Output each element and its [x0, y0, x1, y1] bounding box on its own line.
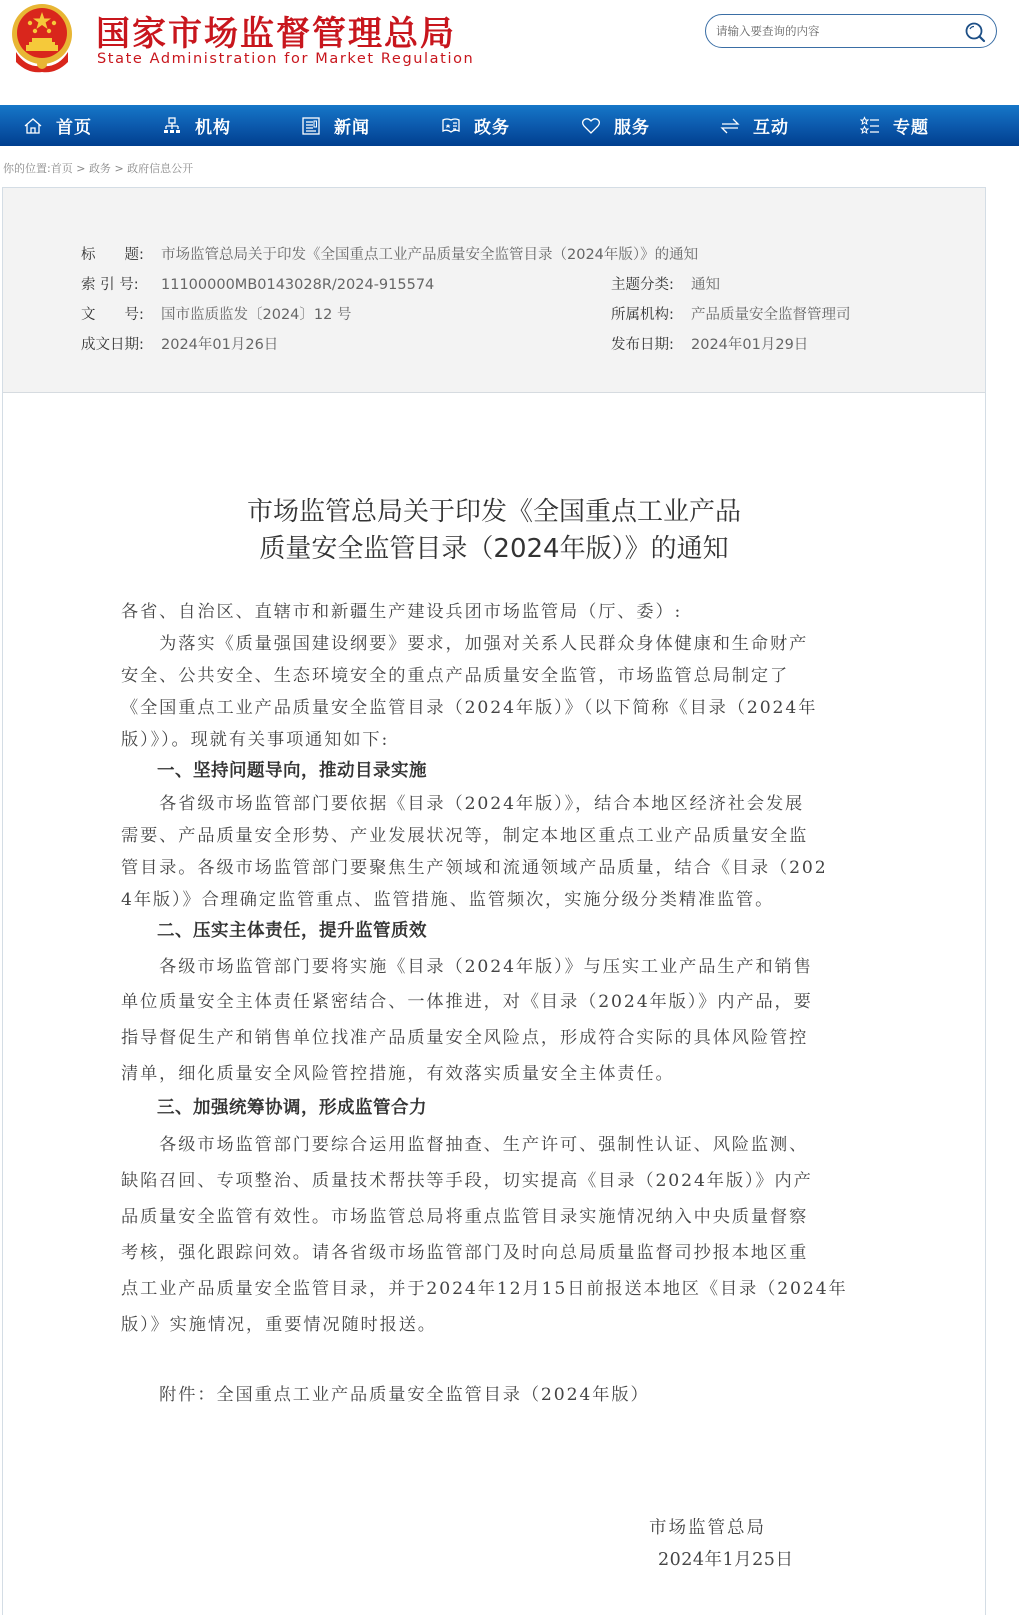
- meta-title-row: [81, 243, 698, 264]
- paragraph-line: 各省级市场监管部门要依据《目录（2024年版）》，结合本地区经济社会发展: [121, 794, 805, 814]
- newspaper-icon: [300, 115, 322, 137]
- government-icon: [440, 115, 462, 137]
- paragraph-line: 各级市场监管部门要将实施《目录（2024年版）》与压实工业产品生产和销售: [121, 957, 813, 977]
- site-header: [0, 0, 1019, 100]
- meta-publish-value: 2024年01月29日: [691, 337, 809, 353]
- heart-icon: [580, 115, 602, 137]
- breadcrumb-separator: >: [114, 162, 124, 175]
- meta-org-label: 所属机构:: [611, 307, 674, 323]
- meta-index-label: 索 引 号:: [81, 277, 139, 293]
- breadcrumb-affairs[interactable]: 政务: [88, 162, 111, 175]
- meta-publish-row: [611, 333, 808, 354]
- nav-label: 政务: [474, 118, 510, 138]
- meta-topic-value: 通知: [691, 277, 720, 293]
- nav-label: 机构: [195, 118, 231, 138]
- main-nav: [0, 105, 1019, 146]
- article-title-line2: 质量安全监管目录（2024年版）》的通知: [259, 534, 729, 564]
- meta-topic-row: [611, 273, 720, 294]
- meta-written-row: [81, 333, 278, 354]
- nav-item-affairs[interactable]: [440, 105, 510, 146]
- nav-label: 互动: [753, 118, 789, 138]
- meta-topic-label: 主题分类:: [611, 277, 674, 293]
- paragraph-line: 点工业产品质量安全监管目录，并于2024年12月15日前报送本地区《目录（2024年: [121, 1279, 848, 1299]
- paragraph-line: 管目录。各级市场监管部门要聚焦生产领域和流通领域产品质量，结合《目录（202: [121, 858, 828, 878]
- article-title-line1: 市场监管总局关于印发《全国重点工业产品: [246, 497, 741, 527]
- exchange-icon: [719, 115, 741, 137]
- national-emblem-icon[interactable]: [6, 2, 78, 74]
- paragraph-line: 品质量安全监管有效性。市场监管总局将重点监管目录实施情况纳入中央质量督察: [121, 1207, 809, 1227]
- nav-label: 服务: [614, 118, 650, 138]
- meta-written-label: 成文日期:: [81, 337, 144, 353]
- paragraph-line: 指导督促生产和销售单位找准产品质量安全风险点，形成符合实际的具体风险管控: [121, 1028, 809, 1048]
- nav-item-topics[interactable]: [859, 105, 929, 146]
- nav-label: 专题: [893, 118, 929, 138]
- signature-org: 市场监管总局: [649, 1518, 766, 1538]
- nav-label: 新闻: [334, 118, 370, 138]
- breadcrumb-home[interactable]: 首页: [50, 162, 73, 175]
- meta-index-row: [81, 273, 434, 294]
- section-heading: 三、加强统筹协调，形成监管合力: [121, 1098, 427, 1118]
- section-heading: 二、压实主体责任，提升监管质效: [121, 921, 427, 941]
- meta-publish-label: 发布日期:: [611, 337, 674, 353]
- breadcrumb: [3, 160, 193, 176]
- attachment-line[interactable]: 附件：全国重点工业产品质量安全监管目录（2024年版）: [121, 1385, 650, 1405]
- paragraph-line: 版）》实施情况，重要情况随时报送。: [121, 1315, 437, 1335]
- home-icon: [22, 115, 44, 137]
- search-icon[interactable]: [964, 21, 986, 43]
- meta-docno-label: 文 号:: [81, 307, 144, 323]
- paragraph-line: 单位质量安全主体责任紧密结合、一体推进，对《目录（2024年版）》内产品，要: [121, 992, 813, 1012]
- content-frame: [2, 187, 986, 1615]
- meta-written-value: 2024年01月26日: [161, 337, 279, 353]
- paragraph-line: 各省、自治区、直辖市和新疆生产建设兵团市场监管局（厅、委）:: [121, 602, 683, 622]
- paragraph-line: 各级市场监管部门要综合运用监督抽查、生产许可、强制性认证、风险监测、: [121, 1135, 809, 1155]
- paragraph-line: 安全、公共安全、生态环境安全的重点产品质量安全监管，市场监管总局制定了: [121, 666, 790, 686]
- org-chart-icon: [161, 115, 183, 137]
- paragraph-line: 考核，强化跟踪问效。请各省级市场监管部门及时向总局质量监督司抄报本地区重: [121, 1243, 809, 1263]
- nav-label: 首页: [56, 118, 92, 138]
- paragraph-line: 缺陷召回、专项整治、质量技术帮扶等手段，切实提高《目录（2024年版）》内产: [121, 1171, 813, 1191]
- paragraph-line: 《全国重点工业产品质量安全监管目录（2024年版）》（以下简称《目录（2024年: [121, 698, 818, 718]
- nav-item-news[interactable]: [300, 105, 370, 146]
- meta-docno-row: [81, 303, 351, 324]
- paragraph-line: 清单，细化质量安全风险管控措施，有效落实质量安全主体责任。: [121, 1064, 675, 1084]
- paragraph-line: 为落实《质量强国建设纲要》要求，加强对关系人民群众身体健康和生命财产: [121, 634, 809, 654]
- breadcrumb-gov-info[interactable]: 政府信息公开: [127, 162, 194, 175]
- meta-org-value: 产品质量安全监督管理司: [691, 307, 851, 323]
- breadcrumb-separator: >: [76, 162, 86, 175]
- article-title: [3, 494, 985, 568]
- nav-item-home[interactable]: [22, 105, 92, 146]
- brand-title-cn[interactable]: 国家市场监督管理总局: [96, 14, 456, 54]
- nav-item-service[interactable]: [580, 105, 650, 146]
- section-heading: 一、坚持问题导向，推动目录实施: [121, 761, 427, 781]
- nav-item-org[interactable]: [161, 105, 231, 146]
- meta-title-label: 标 题:: [81, 247, 144, 263]
- paragraph-line: 4年版）》合理确定监管重点、监管措施、监管频次，实施分级分类精准监管。: [121, 890, 775, 910]
- brand-title-en: State Administration for Market Regulation: [97, 51, 475, 67]
- meta-index-value: 11100000MB0143028R/2024-915574: [161, 277, 435, 293]
- star-list-icon: [859, 115, 881, 137]
- search-input[interactable]: [716, 22, 956, 40]
- signature-date: 2024年1月25日: [658, 1550, 794, 1570]
- nav-item-interact[interactable]: [719, 105, 789, 146]
- meta-docno-value: 国市监质监发〔2024〕12 号: [161, 307, 352, 323]
- paragraph-line: 版）》）。现就有关事项通知如下:: [121, 730, 390, 750]
- document-metadata: [3, 188, 985, 393]
- paragraph-line: 需要、产品质量安全形势、产业发展状况等，制定本地区重点工业产品质量安全监: [121, 826, 809, 846]
- meta-title-value: 市场监管总局关于印发《全国重点工业产品质量安全监管目录（2024年版）》的通知: [161, 247, 699, 263]
- breadcrumb-prefix: 你的位置:: [3, 162, 51, 175]
- search-box: [705, 14, 997, 48]
- meta-org-row: [611, 303, 851, 324]
